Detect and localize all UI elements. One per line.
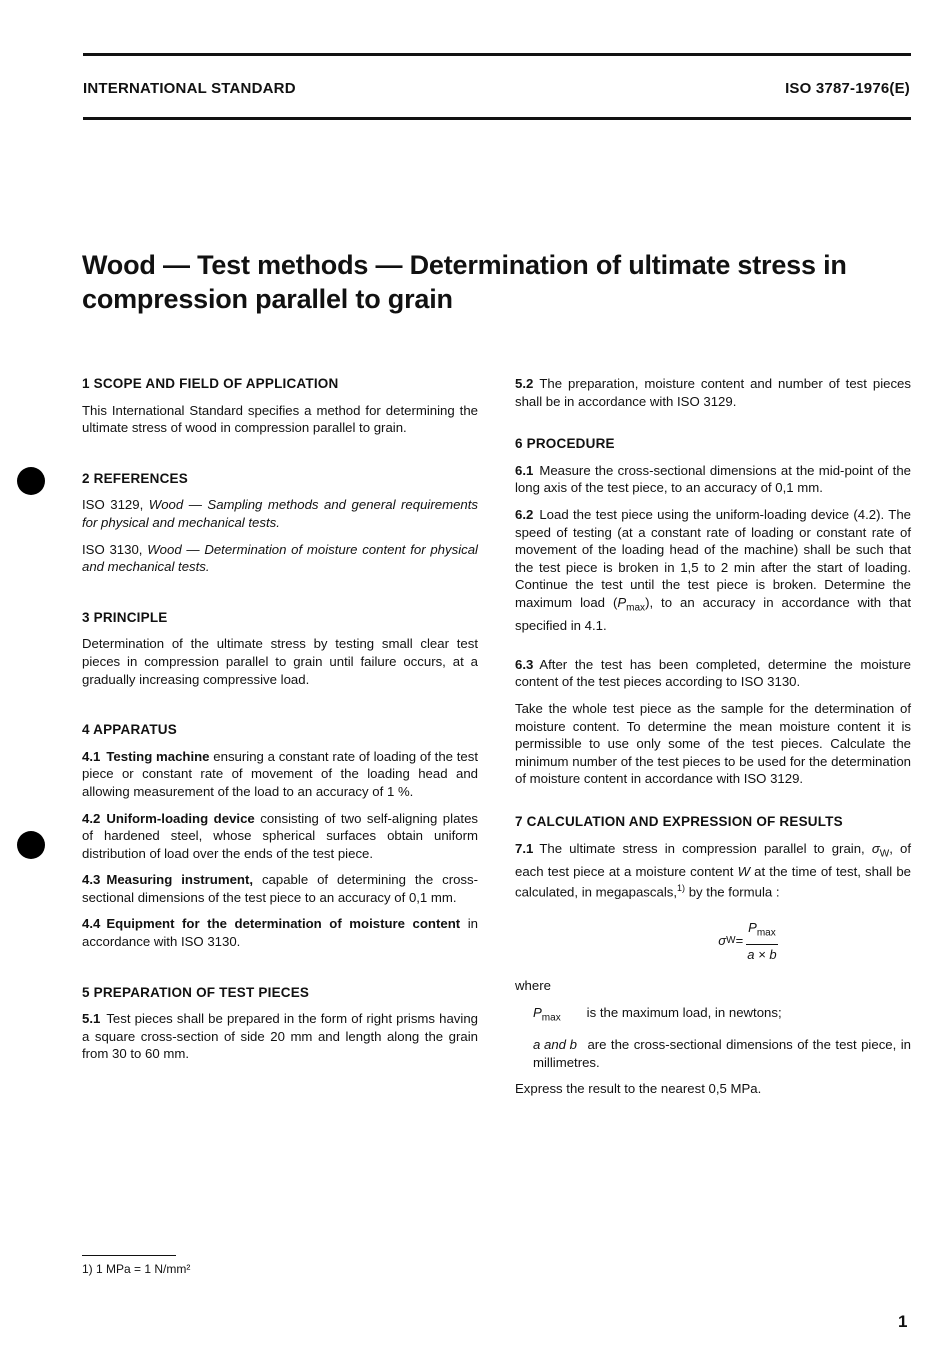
- section-4-heading: 4 APPARATUS: [82, 722, 177, 738]
- punch-hole-top: [17, 467, 45, 495]
- clause-4-4: 4.4 Equipment for the determination of moisture content in accordance with ISO 3130.: [82, 916, 478, 950]
- formula-numerator: $P_{max}$: [746, 919, 778, 944]
- rounding-instruction: Express the result to the nearest 0,5 MPa.: [515, 1081, 762, 1097]
- clause-6-3: 6.3 After the test has been completed, determine the moisture content of the test pieces according to ISO 3130.: [515, 656, 911, 690]
- footnote: 1) 1 MPa = 1 N/mm²: [82, 1262, 191, 1276]
- formula-denominator: a × b: [747, 946, 777, 962]
- right-column: [515, 375, 911, 1107]
- clause-4-3: 4.3 Measuring instrument, capable of determining the cross-sectional dimensions of the test piece to an accuracy of 0,1 mm.: [82, 872, 478, 905]
- definition-pmax: $P_{max}$ is the maximum load, in newtons;: [533, 1004, 782, 1024]
- clause-6-3-note: Take the whole test piece as the sample for the determination of moisture content. To determine the mean moisture content it is permissible to use only some of the test pieces. Calculate the minimum number of the test pieces to be used for the determination of moisture content in accordance with ISO 3129.: [515, 700, 911, 787]
- variable-definitions: [533, 1004, 911, 1071]
- header-top-rule: [83, 53, 911, 56]
- section-1-heading: 1 SCOPE AND FIELD OF APPLICATION: [82, 376, 339, 391]
- section-3-heading: 3 PRINCIPLE: [82, 609, 168, 625]
- section-3-text: Determination of the ultimate stress by testing small clear test pieces in compression parallel to grain until failure occurs, at a gradually increasing compressive load.: [82, 636, 478, 687]
- section-7-heading: 7 CALCULATION AND EXPRESSION OF RESULTS: [515, 813, 843, 829]
- header-standard-type: INTERNATIONAL STANDARD: [83, 80, 296, 97]
- document-title: Wood — Test methods — Determination of ultimate stress in compression parallel to grain: [82, 250, 847, 314]
- clause-6-1: 6.1 Measure the cross-sectional dimensions at the mid-point of the long axis of the test piece, to an accuracy of 0,1 mm.: [515, 462, 911, 496]
- clause-5-2: 5.2 The preparation, moisture content and number of test pieces shall be in accordance with ISO 3129.: [515, 376, 911, 409]
- reference-iso-3130: ISO 3130, Wood — Determination of moisture content for physical and mechanical tests.: [82, 541, 478, 575]
- section-2-heading: 2 REFERENCES: [82, 470, 188, 486]
- header-standard-number: ISO 3787-1976(E): [785, 80, 910, 97]
- punch-hole-bottom: [17, 831, 45, 859]
- footnote-rule: [82, 1255, 176, 1256]
- where-label: where: [515, 978, 551, 994]
- clause-6-2: 6.2 Load the test piece using the uniform-loading device (4.2). The speed of testing (at a constant rate of loading or constant rate of movement of the loading head of the machine) shall be such that the test piece is broken in 1,5 to 2 min after the start of loading. Continue the test until the test piece is broken. Determine the maximum load $(P_{max})$, to an accuracy in accordance with that specified in 4.1.: [515, 506, 911, 634]
- header-bottom-rule: [83, 117, 911, 120]
- footnote-reference: 1): [677, 883, 686, 894]
- stress-formula: σ W = $\frac{P_{max}}{a \times b}$: [718, 920, 777, 962]
- formula-fraction: [746, 919, 778, 963]
- clause-7-1: 7.1 The ultimate stress in compression parallel to grain, $\sigma_W$, of each test piece at a moisture content W at the time of test, shall be calculated, in megapascals,$^{1)}$ by the formula :: [515, 840, 911, 900]
- left-column: [82, 375, 478, 1072]
- reference-iso-3129: ISO 3129, Wood — Sampling methods and general requirements for physical and mechanical tests.: [82, 497, 478, 530]
- section-1-text: This International Standard specifies a method for determining the ultimate stress of wood in compression parallel to grain.: [82, 402, 478, 436]
- clause-4-2: 4.2 Uniform-loading device consisting of two self-aligning plates of hardened steel, whose spherical surfaces obtain uniform distribution of load over the ends of the test piece.: [82, 810, 478, 861]
- section-5-heading: 5 PREPARATION OF TEST PIECES: [82, 984, 310, 1000]
- clause-4-1: 4.1 Testing machine ensuring a constant rate of loading of the test piece or constant rate of movement of the loading head and allowing measurement of the load to an accuracy of 1 %.: [82, 748, 479, 799]
- clause-5-1: 5.1 Test pieces shall be prepared in the form of right prisms having a square cross-section of side 20 mm and length along the grain from 30 to 60 mm.: [82, 1011, 478, 1062]
- section-6-heading: 6 PROCEDURE: [515, 436, 615, 452]
- page-number: 1: [898, 1312, 908, 1331]
- definition-a-b: a and b are the cross-sectional dimensions of the test piece, in millimetres.: [533, 1036, 911, 1070]
